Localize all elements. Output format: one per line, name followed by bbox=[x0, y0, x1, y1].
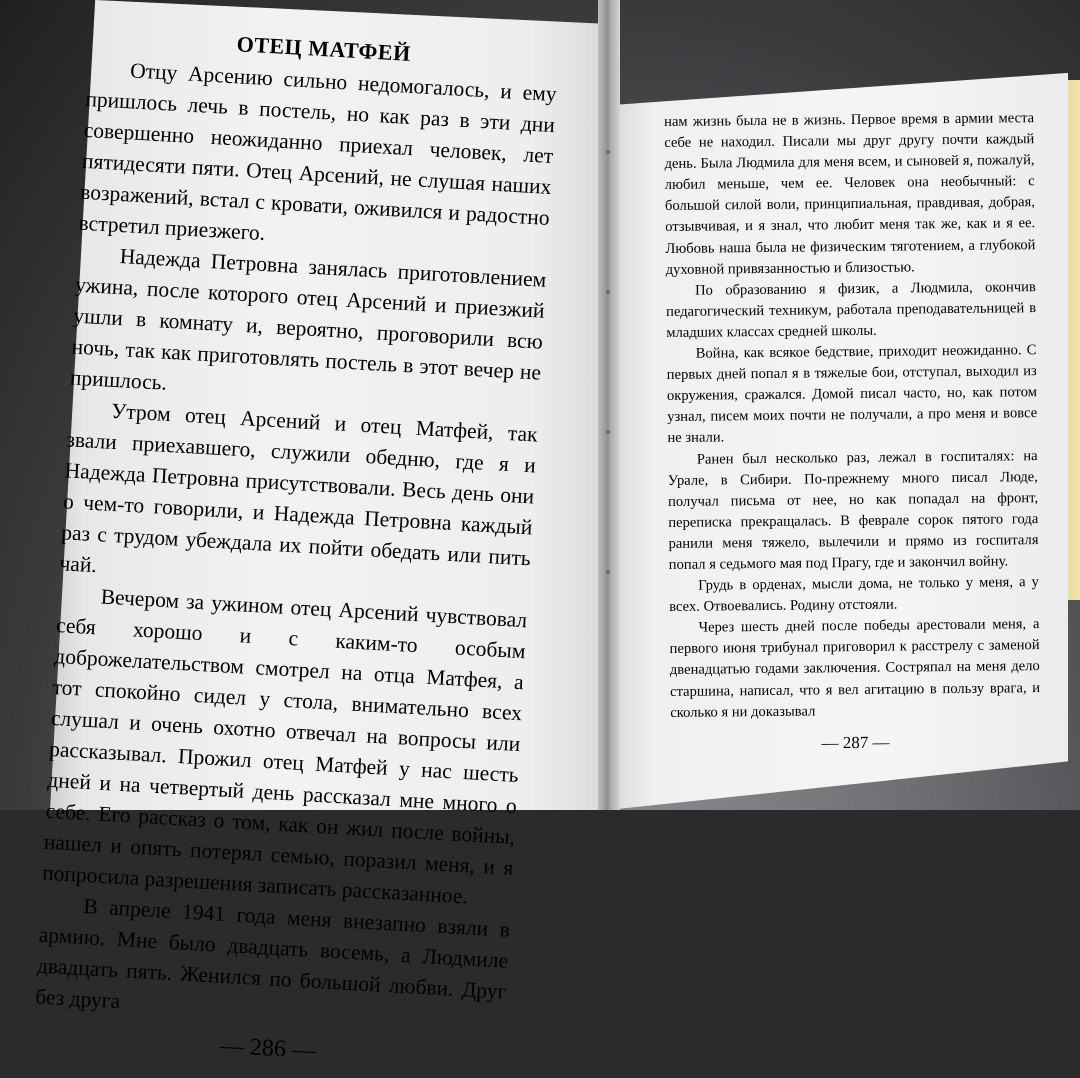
paragraph: Утром отец Арсений и отец Матфей, так звали приехавшего, служили обедню, где я и Надежда Петровна присутствовали. Весь день они о чем-то говорили, и Надежда Петровна каждый раз с трудом убеждала их пойти обедать или пить чай. bbox=[58, 398, 539, 578]
paragraph: Отцу Арсению сильно недомогалось, и ему пришлось лечь в постель, но как раз в эти дни совершенно неожиданно приехал человек, лет пятидесяти пяти. Отец Арсений, не слушая наших возражений, встал с кровати, оживился и радостно встретил приезжего. bbox=[77, 58, 558, 246]
paragraph: Надежда Петровна занялась приготовлением ужина, после которого отец Арсений и приезжий ушли в комнату и, вероятно, проговорили всю ночь, так как приготовлять постель в этот вечер не пришлось. bbox=[69, 244, 547, 395]
stitch-hole bbox=[606, 290, 610, 294]
paragraph: Вечером за ужином отец Арсений чувствовал себя хорошо и с каким-то особым доброжелательством смотрел на отца Матфея, а тот спокойно сидел у стола, внимательно всех слушал и очень охотно отвечал на вопросы или рассказывал. Прожил отец Матфей у нас шесть дней и на четвертый день рассказал мне много о себе. Его рассказ о том, как он жил после войны, нашел и опять потерял семью, поразил меня, и я попросила разрешения записать рассказанное. bbox=[41, 584, 528, 909]
paragraph: нам жизнь была не в жизнь. Первое время в армии места себе не находил. Писали мы друг другу почти каждый день. Была Людмила для меня всем, и сыновей я, пожалуй, любил меньше, чем ее. Человек она необычный: с большой силой воли, принципиальная, правдивая, добрая, отзывчивая, и я знал, что любит меня так же, как и я ее. Любовь наша была не физическим тяготением, а глубокой духовной привязанностью и близостью. bbox=[664, 110, 1036, 278]
stitch-hole bbox=[606, 150, 610, 154]
stitch-hole bbox=[606, 570, 610, 574]
left-page-content bbox=[32, 20, 559, 1078]
paragraph: В апреле 1941 года меня внезапно взяли в армию. Мне было двадцать восемь, а Людмиле двадцать пять. Женился по большой любви. Друг без друга bbox=[34, 894, 511, 1014]
paragraph: По образованию я физик, а Людмила, окончив педагогический техникум, работала преподавательницей в младших классах средней школы. bbox=[666, 278, 1037, 341]
book-gutter bbox=[598, 0, 620, 810]
page-number: — 286 — bbox=[219, 1032, 317, 1065]
right-page-content bbox=[664, 108, 1041, 755]
stitch-hole bbox=[606, 430, 610, 434]
chapter-title: ОТЕЦ МАТФЕЙ bbox=[236, 31, 412, 66]
page-number: — 287 — bbox=[821, 732, 890, 753]
paragraph: Грудь в орденах, мысли дома, не только у меня, а у всех. Отвоевались. Родину отстояли. bbox=[669, 574, 1040, 616]
paragraph: Через шесть дней после победы арестовали меня, а первого июня трибунал приговорил к расстрелу с заменой двенадцатью годами заключения. Состряпал на меня дело старшина, написал, что я вел агитацию в пользу врага, и сколько я ни доказывал bbox=[669, 616, 1041, 721]
paragraph: Война, как всякое бедствие, приходит неожиданно. С первых дней попал я в тяжелые бои, отступал, выходил из окружения, сражался. Домой писал часто, но, как потом узнал, писем моих почти не получали, а про меня и вовсе не знали. bbox=[666, 342, 1038, 447]
paragraph: Ранен был несколько раз, лежал в госпиталях: на Урале, в Сибири. По-прежнему много писал Люде, получал письма от нее, но как попадал на фронт, переписка прекращалась. В феврале сорок пятого года ранили меня тяжело, вылечили и прямо из госпиталя попал я седьмого мая под Прагу, где и закончил войну. bbox=[667, 447, 1039, 573]
